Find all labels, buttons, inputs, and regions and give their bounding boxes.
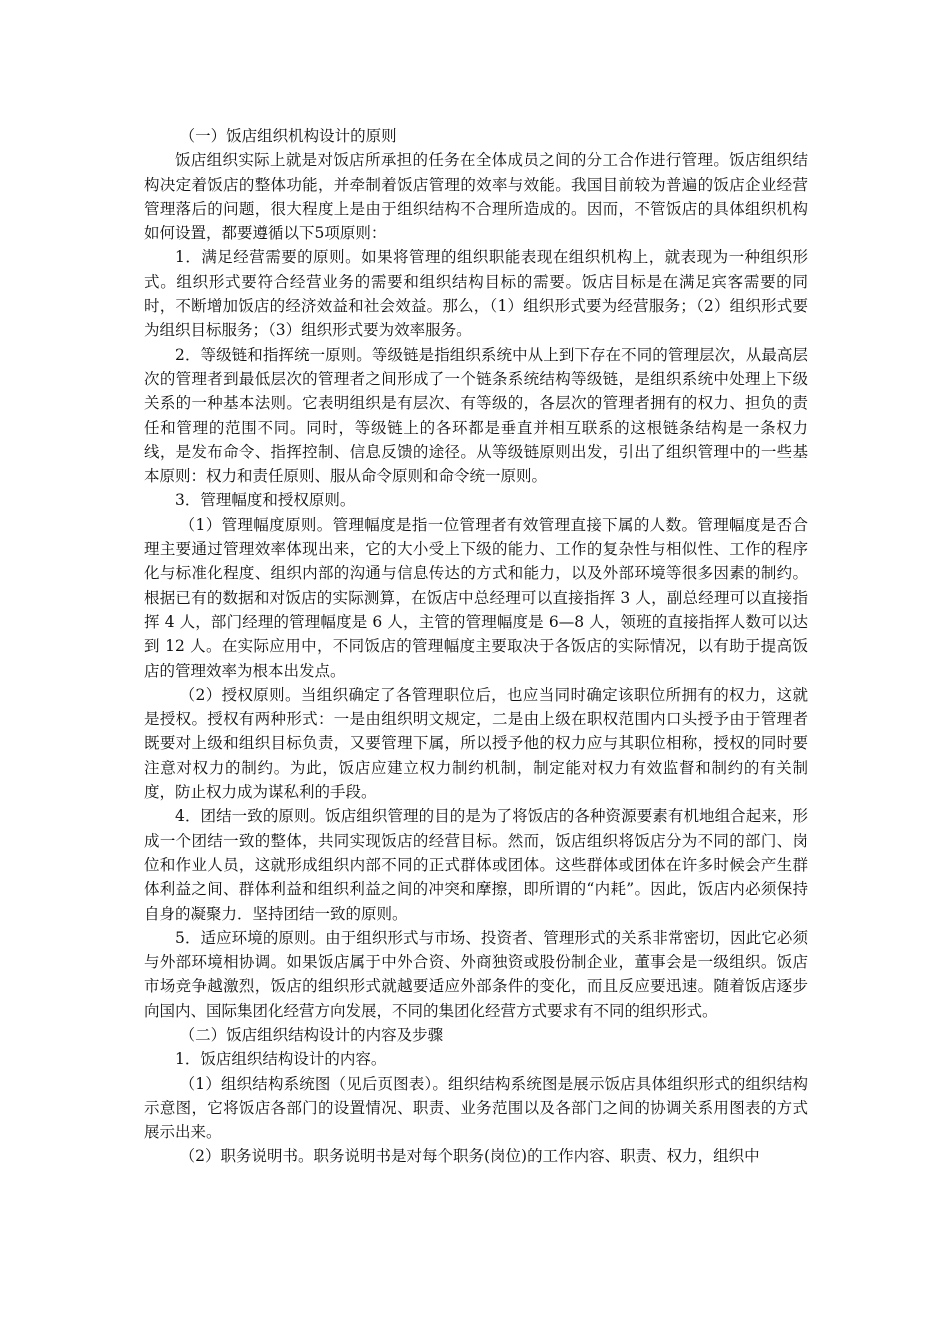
- paragraph-principle-2: 2．等级链和指挥统一原则。等级链是指组织系统中从上到下存在不同的管理层次，从最高层次的管理者到最低层次的管理者之间形成了一个链条系统结构等级链，是组织系统中处理上下级关系的一种基本法则。它表明组织是有层次、有等级的，各层次的管理者拥有的权力、担负的责任和管理的范围不同。同时，等级链上的各环都是垂直并相互联系的这根链条结构是一条权力线，是发布命令、指挥控制、信息反馈的途径。从等级链原则出发，引出了组织管理中的一些基本原则：权力和责任原则、服从命令原则和命令统一原则。: [144, 345, 808, 486]
- paragraph-authorization: （2）授权原则。当组织确定了各管理职位后，也应当同时确定该职位所拥有的权力，这就是授权。授权有两种形式：一是由组织明文规定，二是由上级在职权范围内口头授予由于管理者既要对上级和组织目标负责，又要管理下属，所以授予他的权力应与其职位相称，授权的同时要注意对权力的制约。为此，饭店应建立权力制约机制，制定能对权力有效监督和制约的有关制度，防止权力成为谋私利的手段。: [144, 685, 808, 802]
- paragraph-principle-5: 5．适应环境的原则。由于组织形式与市场、投资者、管理形式的关系非常密切，因此它必须与外部环境相协调。如果饭店属于中外合资、外商独资或股份制企业，董事会是一级组织。饭店市场竞争越激烈，饭店的组织形式就越要适应外部条件的变化，而且反应要迅速。随着饭店逐步向国内、国际集团化经营方向发展，不同的集团化经营方式要求有不同的组织形式。: [144, 928, 808, 1020]
- section-heading-2: （二）饭店组织结构设计的内容及步骤: [179, 1025, 444, 1044]
- section-heading-1: （一）饭店组织机构设计的原则: [179, 127, 397, 145]
- paragraph-job-description: （2）职务说明书。职务说明书是对每个职务(岗位)的工作内容、职责、权力，组织中: [179, 1147, 760, 1166]
- paragraph-design-content: 1．饭店组织结构设计的内容。: [175, 1050, 387, 1069]
- paragraph-org-chart: （1）组织结构系统图（见后页图表）。组织结构系统图是展示饭店具体组织形式的组织结构示意图，它将饭店各部门的设置情况、职责、业务范围以及各部门之间的协调关系用图表的方式展示出来。: [144, 1074, 808, 1142]
- paragraph-principle-1: 1．满足经营需要的原则。如果将管理的组织职能表现在组织机构上，就表现为一种组织形式。组织形式要符合经营业务的需要和组织结构目标的需要。饭店目标是在满足宾客需要的同时，不断增加饭店的经济效益和社会效益。那么，（1）组织形式要为经营服务；（2）组织形式要为组织目标服务；（3）组织形式要为效率服务。: [144, 248, 808, 340]
- paragraph-management-span: （1）管理幅度原则。管理幅度是指一位管理者有效管理直接下属的人数。管理幅度是否合理主要通过管理效率体现出来，它的大小受上下级的能力、工作的复杂性与相似性、工作的程序化与标准化程度、组织内部的沟通与信息传达的方式和能力，以及外部环境等很多因素的制约。根据已有的数据和对饭店的实际测算，在饭店中总经理可以直接指挥 3 人，副总经理可以直接指挥 4 人，部门经理的管理幅度是 6 人，主管的管理幅度是 6—8 人，领班的直接指挥人数可以达到 12 人。在实际应用中，不同饭店的管理幅度主要取决于各饭店的实际情况，以有助于提高饭店的管理效率为根本出发点。: [144, 515, 808, 680]
- paragraph-principle-4: 4．团结一致的原则。饭店组织管理的目的是为了将饭店的各种资源要素有机地组合起来，形成一个团结一致的整体，共同实现饭店的经营目标。然而，饭店组织将饭店分为不同的部门、岗位和作业人员，这就形成组织内部不同的正式群体或团体。这些群体或团体在许多时候会产生群体利益之间、群体利益和组织利益之间的冲突和摩擦，即所谓的“内耗”。因此，饭店内必须保持自身的凝聚力．坚持团结一致的原则。: [144, 807, 808, 923]
- document-body: [144, 124, 808, 1169]
- paragraph-principle-3: 3．管理幅度和授权原则。: [175, 491, 356, 510]
- paragraph-intro: 饭店组织实际上就是对饭店所承担的任务在全体成员之间的分工合作进行管理。饭店组织结构决定着饭店的整体功能，并牵制着饭店管理的效率与效能。我国目前较为普遍的饭店企业经营管理落后的问题，很大程度上是由于组织结构不合理所造成的。因而，不管饭店的具体组织机构如何设置，都要遵循以下5项原则：: [144, 151, 808, 243]
